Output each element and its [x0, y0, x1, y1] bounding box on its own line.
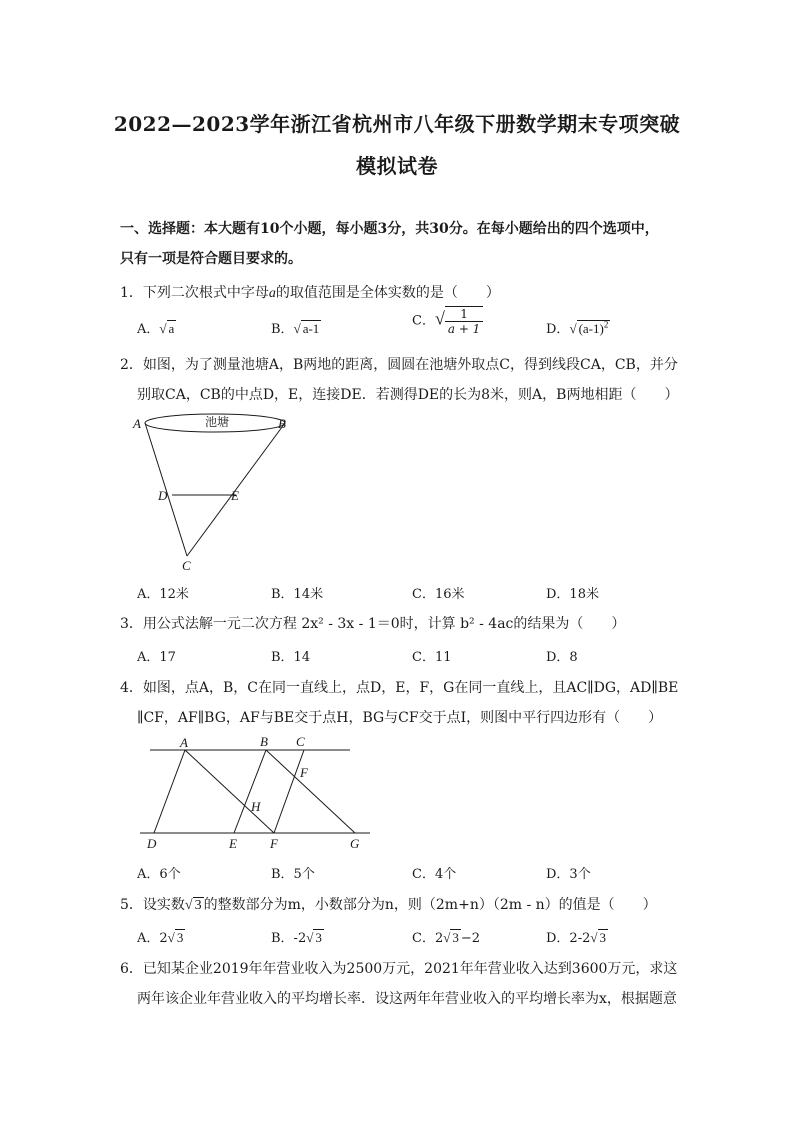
point-b-label: B [260, 734, 268, 749]
point-f-upper-label: F [300, 765, 308, 780]
point-b-label: B [278, 416, 286, 431]
point-a-label: A [180, 735, 188, 750]
point-f-lower-label: F [270, 836, 278, 851]
q4-parallelogram-figure [138, 732, 378, 854]
q5-option-c: C．2√ 3 −2 [412, 930, 481, 946]
q2-pond-figure [130, 408, 300, 578]
q1-option-c: C．√ $\frac{1}{a + 1}$ [412, 306, 483, 336]
point-h-label: H [251, 799, 261, 814]
segment-af [185, 750, 274, 833]
q5-option-d: D．2-2√ 3 [546, 930, 606, 946]
point-d-label: D [147, 836, 157, 851]
q3-option-c: C．11 [412, 650, 452, 665]
q4-option-d: D．3个 [546, 867, 591, 882]
segment-cf [274, 750, 304, 833]
point-e-label: E [229, 836, 237, 851]
q3-option-b: B．14 [271, 650, 311, 665]
pond-label: 池塘 [205, 415, 230, 429]
point-a-label: A [133, 416, 141, 431]
point-e-label: E [231, 488, 239, 503]
q4-stem-line-2: ∥CF，AF∥BG，AF与BE交于点H，BG与CF交于点I，则图中平行四边形有（ ） [137, 710, 663, 726]
segment-bg [266, 750, 355, 833]
q4-stem-line-1: 4．如图，点A，B，C在同一直线上，点D，E，F，G在同一直线上，且AC∥DG，AD∥BE [120, 680, 679, 696]
section-heading-line-1: 一、选择题：本大题有10个小题，每小题3分，共30分。在每小题给出的四个选项中， [120, 221, 659, 237]
title-line-1: 2022—2023学年浙江省杭州市八年级下册数学期末专项突破 [113, 112, 681, 136]
q2-option-c: C．16米 [412, 587, 465, 602]
q2-stem-line-1: 2．如图，为了测量池塘A，B两地的距离，圆圆在池塘外取点C，得到线段CA，CB，并分 [120, 357, 678, 373]
q4-option-b: B．5个 [271, 867, 315, 882]
point-d-label: D [158, 488, 168, 503]
q3-option-d: D．8 [546, 650, 578, 665]
point-g-label: G [350, 836, 360, 851]
q1-option-a: A．√ a [137, 321, 175, 337]
point-c-label: C [296, 734, 305, 749]
q1-stem: 1．下列二次根式中字母a的取值范围是全体实数的是（ ） [120, 285, 500, 301]
q3-option-a: A．17 [137, 650, 176, 665]
segment-ad [154, 750, 185, 833]
q6-stem-line-1: 6．已知某企业2019年年营业收入为2500万元，2021年年营业收入达到3600万元，求这 [120, 961, 678, 977]
q4-option-a: A．6个 [137, 867, 181, 882]
q6-stem-line-2: 两年该企业年营业收入的平均增长率．设这两年年营业收入的平均增长率为x，根据题意 [137, 991, 677, 1007]
q2-stem-line-2: 别取CA，CB的中点D，E，连接DE．若测得DE的长为8米，则A，B两地相距（ ） [137, 387, 679, 403]
q5-option-b: B．-2√ 3 [271, 930, 322, 946]
title-line-2: 模拟试卷 [356, 154, 438, 178]
q2-option-a: A．12米 [137, 587, 189, 602]
q1-option-d: D．√ $(a-1)^2$ [546, 319, 609, 337]
q1-option-b: B．√ a-1 [271, 321, 320, 337]
q5-stem: 5．设实数√ 3 的整数部分为m，小数部分为n，则（2m+n）（2m - n）的值是（ ） [120, 897, 657, 913]
q3-stem: 3．用公式法解一元二次方程 2x² - 3x - 1＝0时，计算 b² - 4ac的结果为（ ） [120, 616, 626, 632]
q2-option-d: D．18米 [546, 587, 599, 602]
q2-option-b: B．14米 [271, 587, 324, 602]
point-c-label: C [182, 558, 191, 573]
q4-option-c: C．4个 [412, 867, 457, 882]
q5-option-a: A．2√ 3 [137, 930, 184, 946]
section-heading-line-2: 只有一项是符合题目要求的。 [120, 251, 302, 267]
